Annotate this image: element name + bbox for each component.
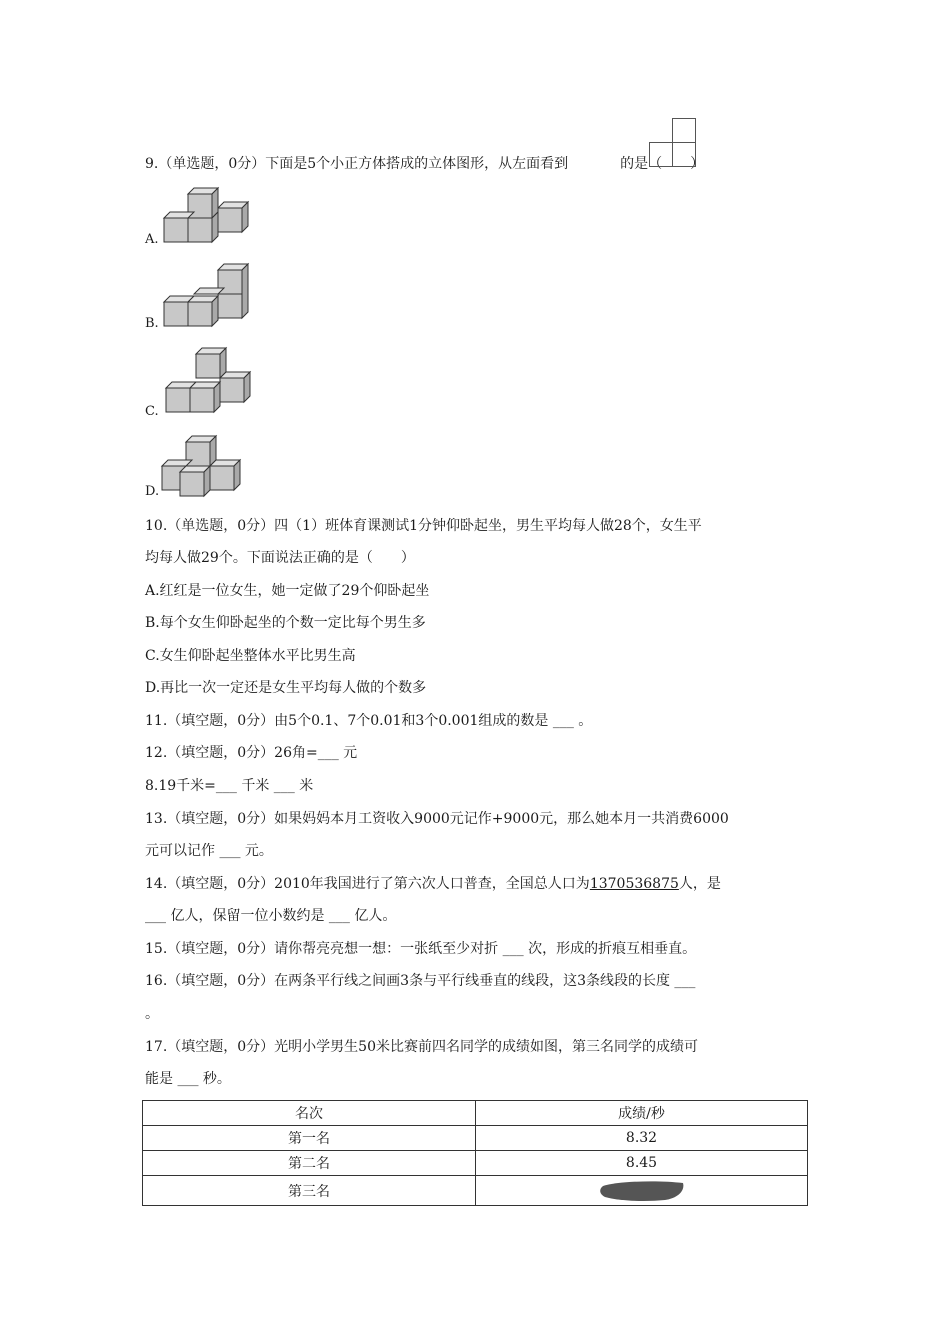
q12-line2: 8.19千米=___ 千米 ___ 米 bbox=[145, 778, 314, 794]
q10-option-a[interactable]: A.红红是一位女生，她一定做了29个仰卧起坐 bbox=[145, 583, 430, 599]
q9-option-b-figure bbox=[160, 262, 255, 330]
q9-option-a-figure bbox=[160, 186, 255, 246]
q14-line1 bbox=[145, 874, 721, 894]
table-row bbox=[143, 1176, 808, 1206]
q14-line1-before: 14.（填空题，0分）2010年我国进行了第六次人口普查，全国总人口为 bbox=[145, 876, 590, 892]
q10-option-b[interactable]: B.每个女生仰卧起坐的个数一定比每个男生多 bbox=[145, 615, 426, 631]
q9-option-d-figure bbox=[160, 434, 250, 498]
ink-smudge-icon bbox=[599, 1180, 685, 1202]
q9-option-c-label[interactable]: C. bbox=[145, 404, 159, 419]
table-cell-score: 8.32 bbox=[476, 1126, 808, 1151]
q14-line1-after: 人，是 bbox=[678, 876, 721, 892]
table-header-rank: 名次 bbox=[143, 1101, 476, 1126]
q13-line2: 元可以记作 ___ 元。 bbox=[145, 843, 273, 859]
q13-line1: 13.（填空题，0分）如果妈妈本月工资收入9000元记作+9000元，那么她本月一共消费6000 bbox=[145, 811, 729, 827]
q9-option-a-label[interactable]: A. bbox=[145, 232, 159, 247]
q16-line2: 。 bbox=[145, 1006, 159, 1022]
table-cell-rank: 第二名 bbox=[143, 1151, 476, 1176]
table-cell-score: 8.45 bbox=[476, 1151, 808, 1176]
q9-option-c-figure bbox=[160, 346, 260, 416]
q17-line2: 能是 ___ 秒。 bbox=[145, 1071, 231, 1087]
q9-option-d-label[interactable]: D. bbox=[145, 484, 160, 499]
q11-text: 11.（填空题，0分）由5个0.1、7个0.01和3个0.001组成的数是 ___ 。 bbox=[145, 713, 593, 729]
q10-option-c[interactable]: C.女生仰卧起坐整体水平比男生高 bbox=[145, 648, 356, 664]
table-cell-score-obscured bbox=[476, 1176, 808, 1206]
q17-score-table bbox=[142, 1100, 808, 1206]
table-row bbox=[143, 1126, 808, 1151]
q14-line2: ___ 亿人，保留一位小数约是 ___ 亿人。 bbox=[145, 908, 397, 924]
q10-line2: 均每人做29个。下面说法正确的是（ ） bbox=[145, 550, 415, 566]
q9-left-view-figure bbox=[648, 117, 700, 171]
table-cell-rank: 第一名 bbox=[143, 1126, 476, 1151]
q15-text: 15.（填空题，0分）请你帮亮亮想一想：一张纸至少对折 ___ 次，形成的折痕互相垂直。 bbox=[145, 941, 697, 957]
q10-option-d[interactable]: D.再比一次一定还是女生平均每人做的个数多 bbox=[145, 680, 427, 696]
q10-line1: 10.（单选题，0分）四（1）班体育课测试1分钟仰卧起坐，男生平均每人做28个，女生平 bbox=[145, 518, 702, 534]
q16-line1: 16.（填空题，0分）在两条平行线之间画3条与平行线垂直的线段，这3条线段的长度 ___ bbox=[145, 973, 696, 989]
q9-stem-after: 的是（ ） bbox=[620, 156, 705, 172]
q9-stem bbox=[145, 154, 704, 174]
q9-option-b-label[interactable]: B. bbox=[145, 316, 159, 331]
q14-population-number: 1370536875 bbox=[589, 876, 679, 892]
q17-line1: 17.（填空题，0分）光明小学男生50米比赛前四名同学的成绩如图，第三名同学的成绩可 bbox=[145, 1039, 698, 1055]
q9-stem-before: 9.（单选题，0分）下面是5个小正方体搭成的立体图形，从左面看到 bbox=[145, 156, 569, 172]
table-row bbox=[143, 1151, 808, 1176]
table-cell-rank: 第三名 bbox=[143, 1176, 476, 1206]
q12-line1: 12.（填空题，0分）26角=___ 元 bbox=[145, 745, 358, 761]
table-header-score: 成绩/秒 bbox=[476, 1101, 808, 1126]
table-header-row bbox=[143, 1101, 808, 1126]
